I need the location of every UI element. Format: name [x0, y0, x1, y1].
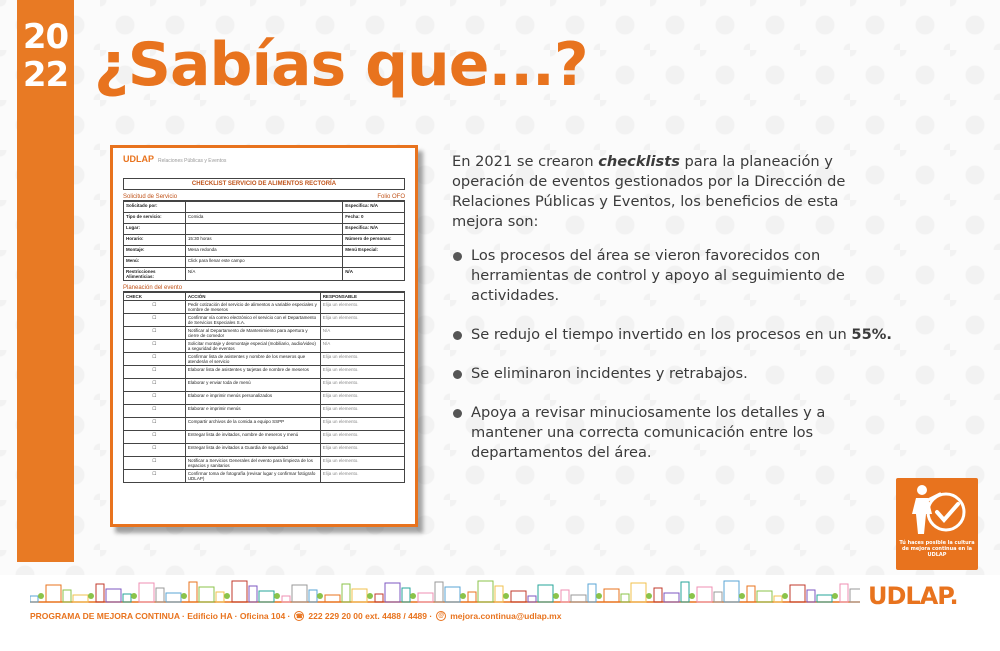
doc-col-header: RESPONSABLE [320, 293, 404, 301]
doc-responsible-cell: Elija un elemento. [320, 379, 404, 392]
skyline-building [807, 590, 815, 602]
skyline-building [495, 586, 503, 602]
udlap-logo: UDLAP. [868, 582, 958, 610]
skyline-building [123, 594, 131, 602]
benefit-text: Los procesos del área se vieron favorecidos con herramientas de control y apoyo al seguimiento de actividades. [471, 247, 845, 304]
skyline-building [621, 594, 629, 602]
doc-check-cell: ☐ [124, 353, 186, 366]
doc-logo [123, 154, 405, 164]
skyline-building [850, 589, 860, 602]
table-row [124, 431, 405, 444]
skyline-building [292, 585, 307, 602]
footer [30, 611, 561, 621]
skyline-tree [832, 593, 838, 599]
skyline-building [96, 584, 104, 602]
benefit-text: Se eliminaron incidentes y retrabajos. [471, 365, 748, 382]
continuous-improvement-badge [896, 478, 978, 570]
skyline-tree [274, 593, 280, 599]
doc-logo-sub: Relaciones Públicas y Eventos [158, 158, 227, 164]
doc-check-cell: ☐ [124, 444, 186, 457]
year-label [17, 18, 74, 94]
doc-check-cell: ☐ [124, 405, 186, 418]
skyline-building [697, 587, 712, 602]
bullet-icon [453, 252, 462, 261]
doc-action-cell: Confirmar toma de fotografía (revisar lugar y confirmar fotógrafo UDLAP) [185, 470, 320, 483]
skyline-tree [689, 593, 695, 599]
skyline-tree [181, 593, 187, 599]
email-icon: @ [436, 611, 446, 621]
table-row [124, 366, 405, 379]
table-row [124, 301, 405, 314]
skyline-tree [596, 593, 602, 599]
skyline-building [30, 596, 38, 602]
bullet-icon [453, 409, 462, 418]
footer-program: PROGRAMA DE MEJORA CONTINUA · Edificio HA · Oficina 104 · [30, 611, 291, 621]
intro-paragraph [452, 152, 892, 232]
skyline-building [445, 587, 460, 602]
skyline-building [259, 591, 274, 602]
doc-cell-label: N/A [343, 268, 405, 281]
doc-cell-label: Montaje: [124, 246, 186, 257]
doc-cell-value: N/A [185, 268, 342, 281]
year-line-2: 22 [22, 55, 69, 95]
doc-cell-label: Horario: [124, 235, 186, 246]
doc-responsible-cell: Elija un elemento. [320, 366, 404, 379]
doc-action-cell: Elaborar e imprimir menús personalizados [185, 392, 320, 405]
doc-responsible-cell: Elija un elemento. [320, 353, 404, 366]
doc-responsible-cell: Elija un elemento. [320, 418, 404, 431]
table-row [124, 257, 405, 268]
skyline-tree [88, 593, 94, 599]
skyline-building [309, 590, 317, 602]
benefits-text [452, 152, 892, 482]
skyline-building [418, 593, 433, 602]
doc-request-table [123, 201, 405, 281]
skyline-building [166, 593, 181, 602]
skyline-building [325, 595, 340, 602]
skyline-building [511, 591, 526, 602]
skyline-building [840, 584, 848, 602]
page-title: ¿Sabías que...? [94, 30, 588, 100]
intro-emphasis: checklists [598, 153, 680, 170]
doc-responsible-cell: Elija un elemento. [320, 405, 404, 418]
skyline-tree [782, 593, 788, 599]
skyline-building [282, 596, 290, 602]
bullet-icon [453, 370, 462, 379]
skyline-tree [131, 593, 137, 599]
doc-responsible-cell: Elija un elemento. [320, 444, 404, 457]
list-item [452, 325, 892, 345]
doc-responsible-cell: Elija un elemento. [320, 301, 404, 314]
list-item [452, 403, 892, 463]
doc-check-cell: ☐ [124, 301, 186, 314]
doc-check-cell: ☐ [124, 314, 186, 327]
doc-cell-value: 15:30 horas [185, 235, 342, 246]
town-skyline-illustration [30, 576, 860, 604]
skyline-building [681, 582, 689, 602]
doc-action-cell: Entregar lista de invitados a Guardia de seguridad [185, 444, 320, 457]
skyline-building [714, 592, 722, 602]
table-row [124, 353, 405, 366]
footer-email[interactable]: mejora.continua@udlap.mx [450, 611, 562, 621]
table-row [124, 246, 405, 257]
doc-cell-value [185, 224, 342, 235]
benefit-text: Apoya a revisar minuciosamente los detalles y a mantener una correcta comunicación entre los departamentos del área. [471, 404, 826, 461]
skyline-building [189, 582, 197, 602]
skyline-tree [503, 593, 509, 599]
skyline-building [528, 596, 536, 602]
table-row [124, 224, 405, 235]
table-row [124, 444, 405, 457]
doc-cell-label: Tipo de servicio: [124, 213, 186, 224]
doc-action-cell: Notificar al Departamento de Mantenimiento para apertura y cierre de comedor [185, 327, 320, 340]
skyline-building [538, 585, 553, 602]
doc-section-label: Planeación del evento [123, 285, 183, 291]
table-row [124, 392, 405, 405]
skyline-building [139, 583, 154, 602]
doc-section-label: Solicitud de Servicio [123, 194, 178, 200]
skyline-building [375, 594, 383, 602]
checkmark-figure-icon [902, 482, 972, 540]
doc-section-request [123, 194, 405, 201]
table-row [124, 213, 405, 224]
doc-responsible-cell: N/A [320, 327, 404, 340]
doc-responsible-cell: Elija un elemento. [320, 457, 404, 470]
skyline-building [106, 589, 121, 602]
benefits-list [452, 246, 892, 463]
table-row [124, 202, 405, 213]
doc-check-cell: ☐ [124, 366, 186, 379]
skyline-tree [317, 593, 323, 599]
doc-cell-label: Especifica: N/A [343, 224, 405, 235]
skyline-building [664, 593, 679, 602]
list-item [452, 364, 892, 384]
table-row [124, 418, 405, 431]
doc-action-cell: Pedir cotización del servicio de alimentos a variable especiales y nombre de meseros [185, 301, 320, 314]
table-row [124, 327, 405, 340]
doc-cell-label: Especifica: N/A [343, 202, 405, 213]
doc-check-cell: ☐ [124, 327, 186, 340]
table-row [124, 235, 405, 246]
doc-action-cell: Elaborar e imprimir menús [185, 405, 320, 418]
table-row [124, 405, 405, 418]
doc-title: CHECKLIST SERVICIO DE ALIMENTOS RECTORÍA [123, 178, 405, 190]
skyline-building [757, 591, 772, 602]
doc-col-header: CHECK [124, 293, 186, 301]
doc-action-cell: Notificar a Servicios Generales del evento para limpieza de los espacios y sanitarios [185, 457, 320, 470]
doc-check-cell: ☐ [124, 392, 186, 405]
skyline-building [817, 595, 832, 602]
checklist-document-image [110, 145, 418, 527]
doc-action-cell: Confirmar lista de asistentes y nombre de los meseros que atenderán el servicio [185, 353, 320, 366]
doc-col-header: ACCIÓN [185, 293, 320, 301]
doc-responsible-cell: Elija un elemento. [320, 470, 404, 483]
intro-b: para la planeación y operación de eventos gestionados por la Dirección de Relaciones Públicas y Eventos, los beneficios de esta mejora son: [452, 153, 846, 230]
doc-check-cell: ☐ [124, 340, 186, 353]
list-item [452, 246, 892, 306]
skyline-building [199, 587, 214, 602]
skyline-building [402, 588, 410, 602]
doc-cell-label: Número de personas: [343, 235, 405, 246]
doc-planning-table [123, 292, 405, 483]
benefit-percentage: 55%. [851, 326, 892, 343]
doc-cell-label: Lugar: [124, 224, 186, 235]
table-row [124, 457, 405, 470]
skyline-building [774, 596, 782, 602]
doc-cell-value: Mesa redonda [185, 246, 342, 257]
doc-responsible-cell: Elija un elemento. [320, 392, 404, 405]
doc-action-cell: Elaborar y enviar toda de menú [185, 379, 320, 392]
doc-section-planning [123, 285, 405, 292]
doc-responsible-cell: N/A [320, 340, 404, 353]
skyline-building [342, 584, 350, 602]
doc-cell-label: Solicitado por: [124, 202, 186, 213]
skyline-building [724, 581, 739, 602]
doc-cell-label: Restricciones Alimenticias: [124, 268, 186, 281]
skyline-building [232, 581, 247, 602]
skyline-building [654, 588, 662, 602]
doc-check-cell: ☐ [124, 379, 186, 392]
skyline-tree [739, 593, 745, 599]
skyline-tree [646, 593, 652, 599]
skyline-tree [553, 593, 559, 599]
doc-check-cell: ☐ [124, 431, 186, 444]
skyline-tree [367, 593, 373, 599]
skyline-building [747, 586, 755, 602]
table-row [124, 268, 405, 281]
skyline-building [571, 595, 586, 602]
doc-cell-value [185, 202, 342, 213]
skyline-tree [410, 593, 416, 599]
skyline-building [216, 592, 224, 602]
doc-cell-label [343, 257, 405, 268]
doc-cell-label: Fecha: 0 [343, 213, 405, 224]
doc-cell-value: Comida [185, 213, 342, 224]
skyline-building [435, 582, 443, 602]
skyline-building [468, 592, 476, 602]
doc-action-cell: Compartir archivos de la comida a equipo SSPP [185, 418, 320, 431]
skyline-building [478, 581, 493, 602]
skyline-building [249, 586, 257, 602]
doc-cell-value: Click para llenar este campo [185, 257, 342, 268]
skyline-tree [224, 593, 230, 599]
year-line-1: 20 [22, 17, 69, 57]
doc-action-cell: Elaborar lista de asistentes y tarjetas de nombre de meseros [185, 366, 320, 379]
skyline-building [790, 585, 805, 602]
doc-responsible-cell: Elija un elemento. [320, 314, 404, 327]
doc-action-cell: Confirmar vía correo electrónico el servicio con el Departamento de Servicios Especiales S.A. [185, 314, 320, 327]
skyline-building [604, 589, 619, 602]
bullet-icon [453, 331, 462, 340]
doc-cell-label: Menú Especial: [343, 246, 405, 257]
skyline-building [352, 589, 367, 602]
doc-logo-text: UDLAP [123, 154, 154, 164]
skyline-building [46, 585, 61, 602]
footer-phone: 222 229 20 00 ext. 4488 / 4489 · [308, 611, 433, 621]
skyline-building [561, 590, 569, 602]
skyline-building [156, 588, 164, 602]
table-row [124, 379, 405, 392]
skyline-building [385, 583, 400, 602]
skyline-building [73, 595, 88, 602]
phone-icon: ☎ [294, 611, 304, 621]
table-row [124, 340, 405, 353]
doc-folio: Folio OFO [377, 194, 405, 200]
doc-check-cell: ☐ [124, 470, 186, 483]
skyline-building [63, 590, 71, 602]
table-row [124, 314, 405, 327]
skyline-building [588, 584, 596, 602]
doc-cell-label: Menú: [124, 257, 186, 268]
doc-check-cell: ☐ [124, 418, 186, 431]
doc-check-cell: ☐ [124, 457, 186, 470]
table-row [124, 470, 405, 483]
benefit-text: Se redujo el tiempo invertido en los procesos en un [471, 326, 852, 343]
badge-caption: Tú haces posible la cultura de mejora continua en la UDLAP [899, 540, 975, 558]
doc-action-cell: Entregar lista de invitados, nombre de meseros y menú [185, 431, 320, 444]
skyline-building [631, 583, 646, 602]
skyline-tree [460, 593, 466, 599]
skyline-tree [38, 593, 44, 599]
intro-a: En 2021 se crearon [452, 153, 599, 170]
doc-action-cell: Solicitar montaje y desmontaje especial (mobiliario, audio/video) a seguridad de eventos [185, 340, 320, 353]
doc-responsible-cell: Elija un elemento. [320, 431, 404, 444]
